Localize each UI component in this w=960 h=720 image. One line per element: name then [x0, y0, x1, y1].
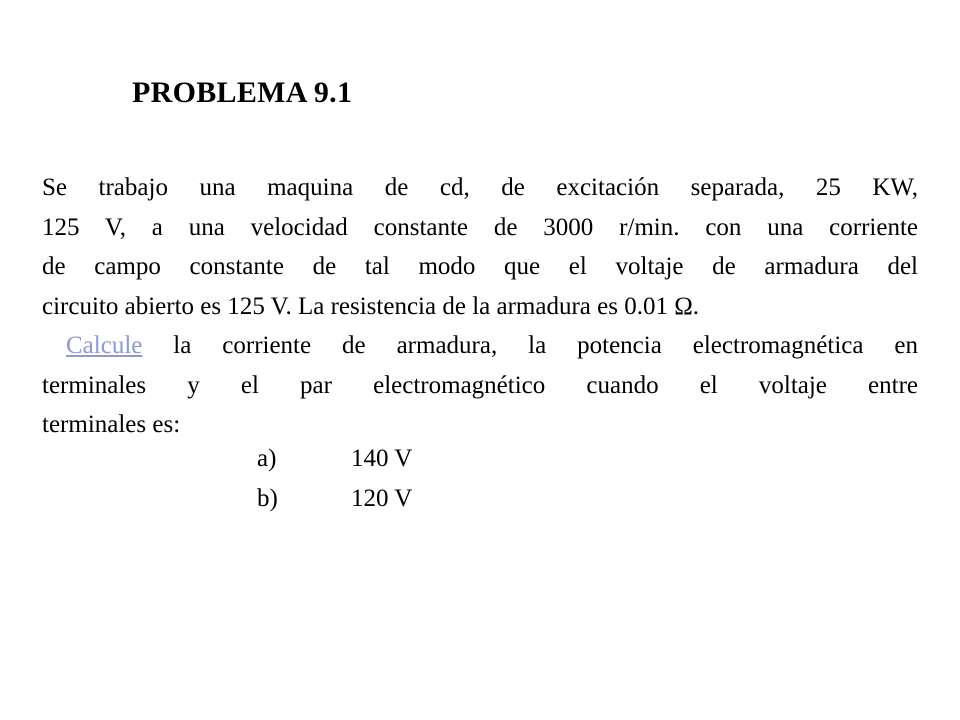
- option-b-letter: b): [257, 484, 278, 512]
- task-line-2: terminales y el par electromagnético cuando el voltaje entre: [42, 371, 918, 399]
- option-a: [257, 439, 412, 479]
- option-b-value: 120 V: [351, 484, 413, 512]
- problem-title: PROBLEMA 9.1: [132, 76, 353, 109]
- calcule-link[interactable]: Calcule: [66, 332, 143, 359]
- option-b: [257, 479, 412, 519]
- option-a-value: 140 V: [351, 445, 413, 472]
- statement-line-3: de campo constante de tal modo que el voltaje de armadura del: [42, 253, 918, 280]
- statement-line-2: 125 V, a una velocidad constante de 3000 r/min. con una corriente: [42, 213, 918, 241]
- task-line-1: [42, 326, 918, 366]
- task-line-3: terminales es:: [42, 411, 181, 438]
- problem-statement: [42, 168, 918, 445]
- task-line-1-text: la corriente de armadura, la potencia electromagnética en: [142, 332, 918, 359]
- statement-line-1: Se trabajo una maquina de cd, de excitación separada, 25 KW,: [42, 174, 918, 201]
- statement-line-4: circuito abierto es 125 V. La resistencia de la armadura es 0.01 Ω.: [42, 292, 700, 320]
- option-a-letter: a): [257, 445, 277, 472]
- answer-options: [257, 439, 412, 518]
